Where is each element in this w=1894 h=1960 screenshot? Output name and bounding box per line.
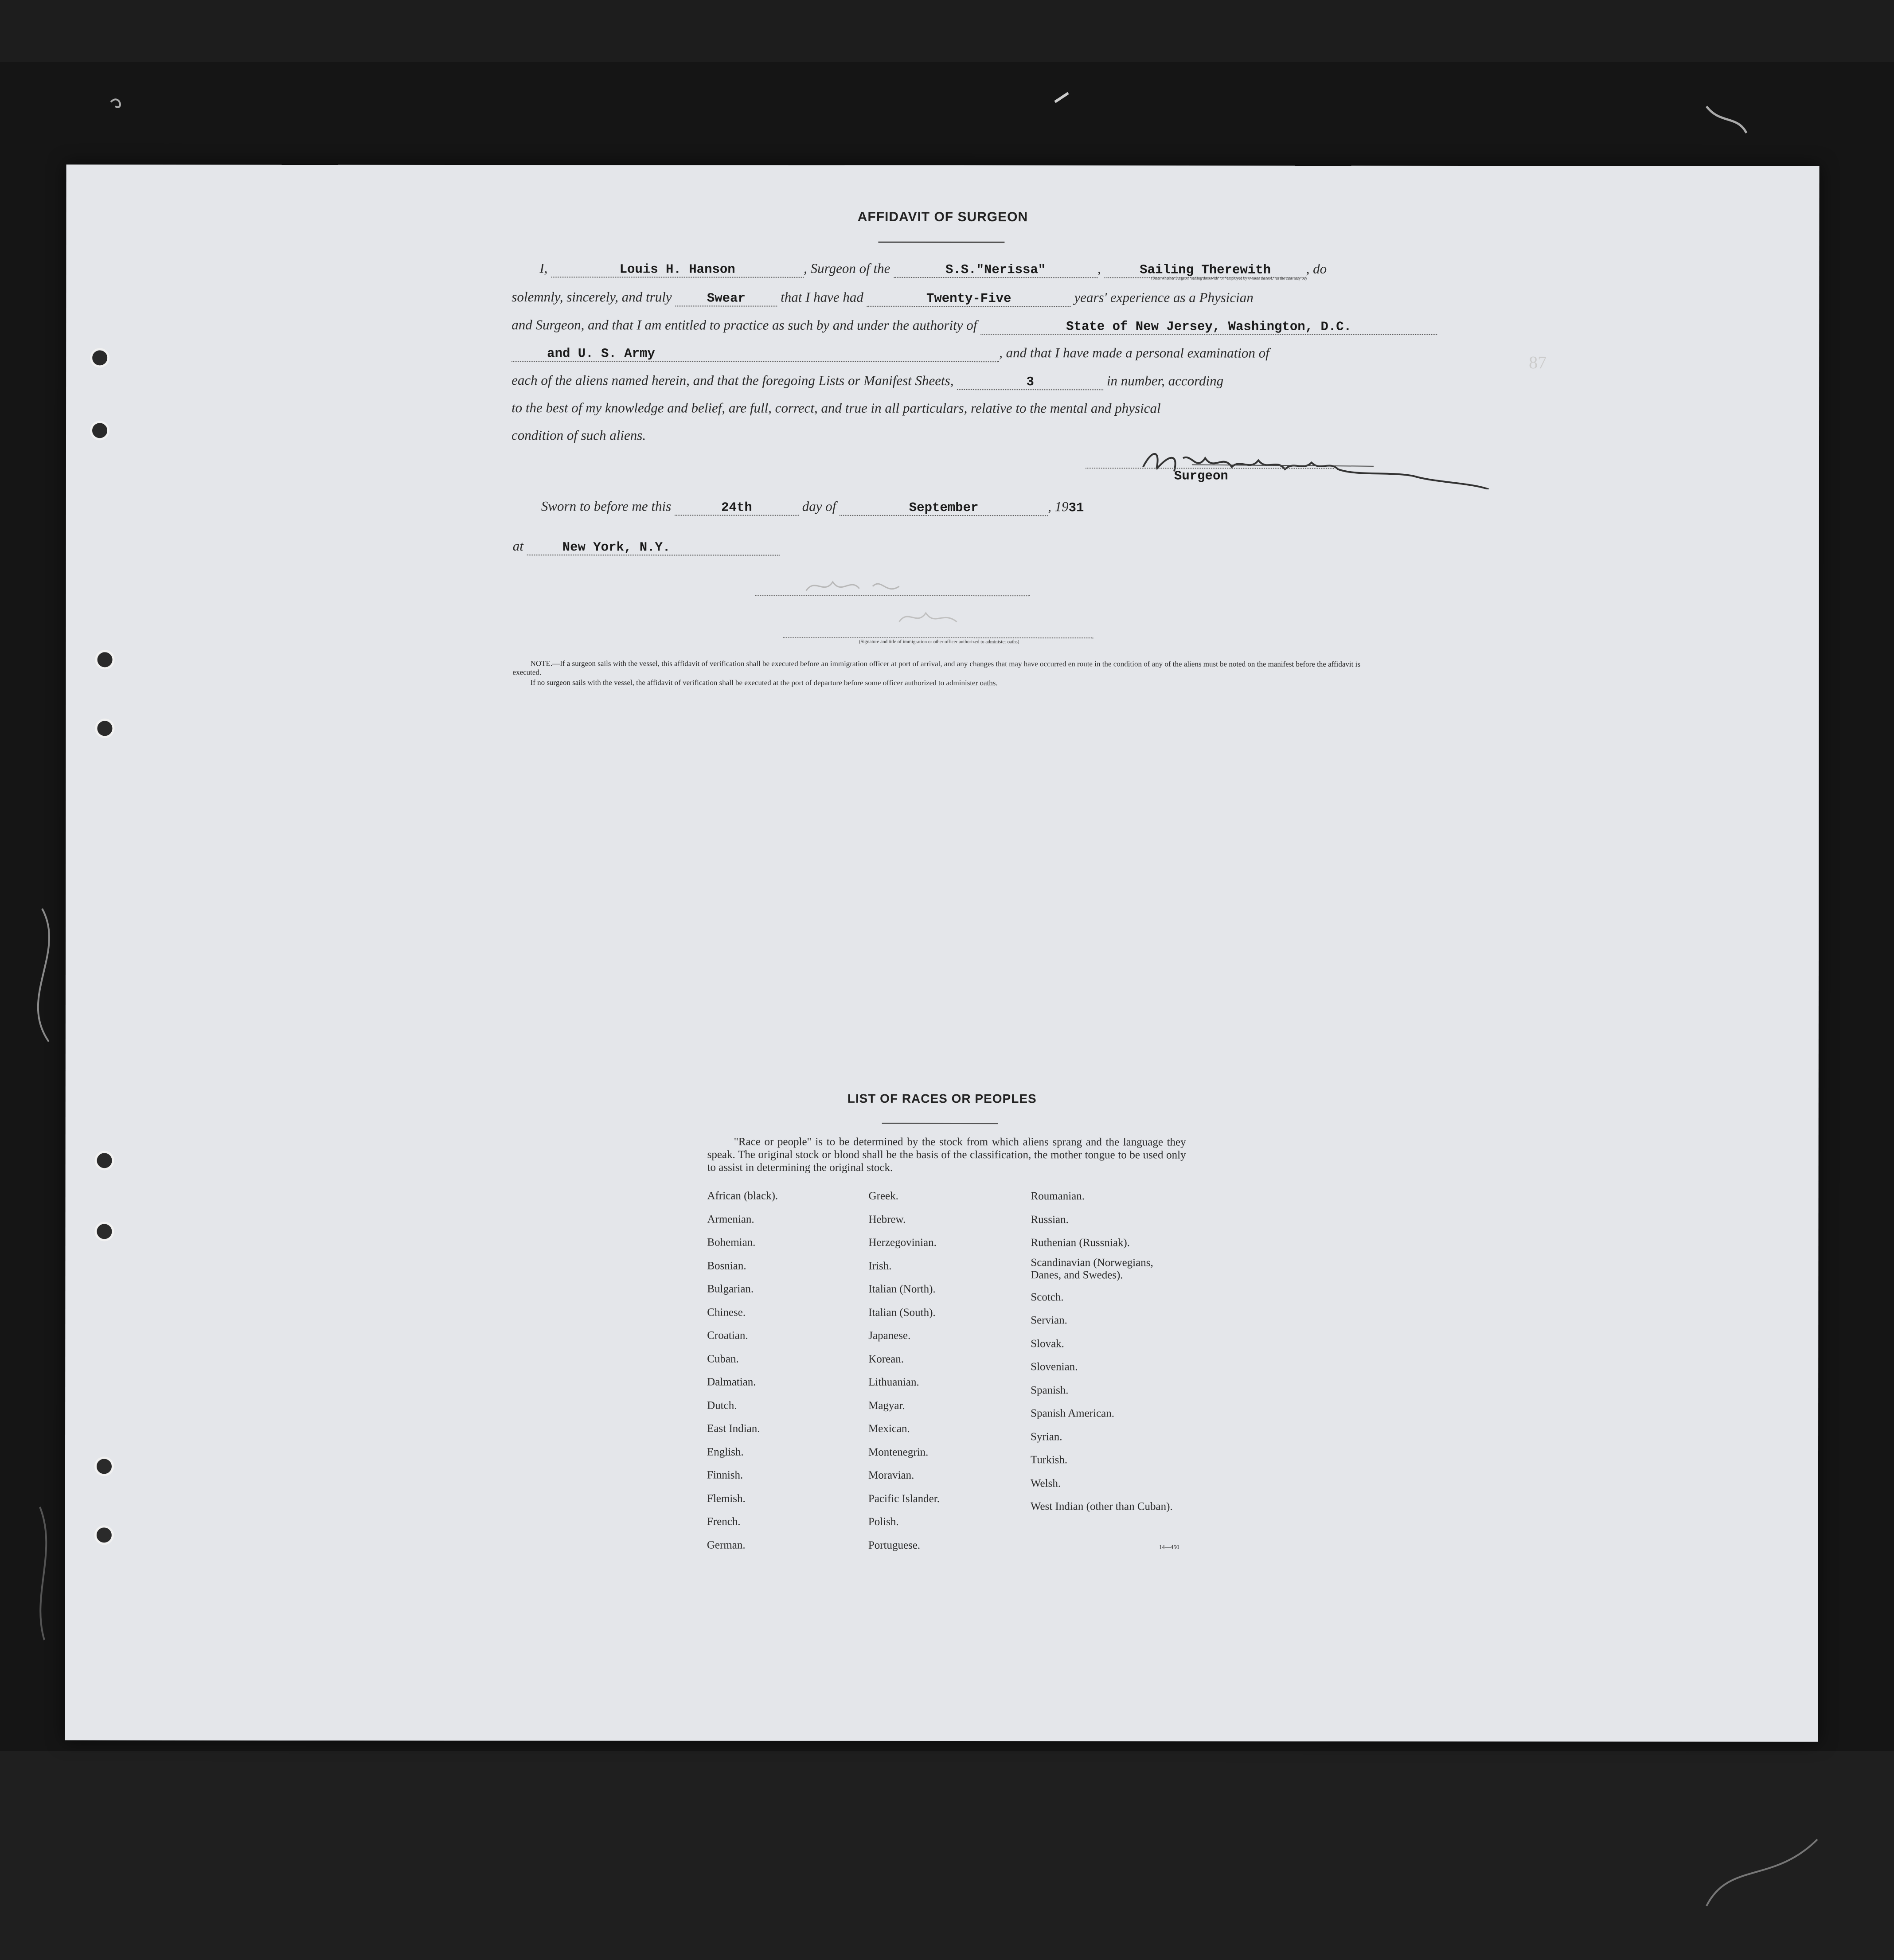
race-item: Bohemian. — [707, 1236, 756, 1249]
race-item: Turkish. — [1030, 1454, 1068, 1466]
race-item: Flemish. — [707, 1492, 746, 1505]
race-item: Scandinavian (Norwegians, Danes, and Swedes). — [1031, 1256, 1153, 1281]
race-item: Japanese. — [868, 1329, 911, 1342]
authority-field-1: State of New Jersey, Washington, D.C. — [980, 320, 1437, 335]
affidavit-line-2 — [512, 289, 1254, 307]
race-item: Finnish. — [707, 1469, 743, 1481]
place-field: New York, N.Y. — [527, 540, 780, 555]
race-item: Cuban. — [707, 1353, 739, 1365]
race-item: Bosnian. — [707, 1260, 746, 1272]
race-item: Hebrew. — [868, 1213, 906, 1226]
punch-hole — [94, 1456, 114, 1476]
text: at — [512, 538, 523, 554]
note-paragraph-1: NOTE.—If a surgeon sails with the vessel, this affidavit of verification shall be executed before an immigration officer at port of arrival, and any changes that may have occurred en route in the condition of any of the aliens must be noted on the manifest before the affidavit is executed. — [512, 659, 1360, 677]
affidavit-line-4 — [512, 344, 1269, 362]
officer-signature — [797, 569, 1063, 640]
race-item: Welsh. — [1030, 1477, 1061, 1489]
sworn-year: 31 — [1068, 500, 1084, 515]
sworn-line — [541, 498, 1084, 516]
title-underline — [878, 242, 1004, 243]
race-item: Spanish. — [1031, 1384, 1069, 1396]
text: , do — [1306, 261, 1327, 277]
punch-hole — [94, 1222, 114, 1241]
sailing-status-field: Sailing Therewith — [1105, 263, 1306, 278]
race-item: Russian. — [1031, 1213, 1069, 1226]
race-item: Mexican. — [868, 1422, 910, 1435]
race-item: Armenian. — [707, 1213, 754, 1226]
race-item: East Indian. — [707, 1422, 760, 1435]
race-item: Moravian. — [868, 1469, 914, 1481]
vessel-field: S.S."Nerissa" — [894, 263, 1097, 278]
races-column-3 — [1031, 1185, 1177, 1513]
sailing-status-note: (State whether Surgeon "sailing therewith" or "employed by owners thereof," as the case may be) — [1151, 276, 1307, 281]
punch-hole — [95, 1151, 114, 1170]
note-paragraph-2: If no surgeon sails with the vessel, the affidavit of verification shall be executed at the port of departure before some officer authorized to administer oaths. — [530, 678, 998, 687]
punch-hole — [95, 650, 115, 669]
punch-hole — [94, 1525, 114, 1545]
race-item: Scotch. — [1031, 1291, 1064, 1303]
text: I, — [539, 260, 548, 276]
text: , Surgeon of the — [804, 260, 890, 276]
text: day of — [802, 498, 836, 514]
text: each of the aliens named herein, and that the foregoing Lists or Manifest Sheets, — [512, 372, 954, 389]
punch-hole — [90, 421, 109, 440]
race-item: Slovak. — [1031, 1337, 1064, 1350]
race-item: Chinese. — [707, 1306, 746, 1319]
race-item: Magyar. — [868, 1399, 905, 1412]
authority-field-2: and U. S. Army — [512, 347, 999, 362]
race-item: Syrian. — [1031, 1430, 1062, 1443]
affidavit-line-6: to the best of my knowledge and belief, are full, correct, and true in all particulars, relative to the mental and physical — [512, 400, 1161, 416]
race-item: Irish. — [868, 1260, 892, 1272]
race-item: West Indian (other than Cuban). — [1030, 1500, 1173, 1513]
years-field: Twenty-Five — [867, 292, 1071, 307]
race-item: Herzegovinian. — [868, 1236, 937, 1249]
race-item: Italian (South). — [868, 1306, 936, 1319]
surgeon-name-field: Louis H. Hanson — [551, 262, 804, 277]
form-number: 14—450 — [1159, 1543, 1179, 1550]
race-item: Servian. — [1031, 1314, 1067, 1327]
race-item: Greek. — [868, 1190, 898, 1202]
race-item: Croatian. — [707, 1329, 748, 1342]
race-item: Spanish American. — [1031, 1407, 1114, 1420]
sworn-month-field: September — [840, 501, 1048, 516]
race-item: Bulgarian. — [707, 1283, 754, 1295]
race-item: Slovenian. — [1031, 1361, 1078, 1373]
sworn-day-field: 24th — [675, 500, 799, 515]
text: that I have had — [781, 289, 863, 305]
race-item: Dalmatian. — [707, 1376, 756, 1388]
officer-caption: (Signature and title of immigration or other officer authorized to administer oaths) — [859, 639, 1019, 645]
punch-hole — [90, 348, 109, 367]
affidavit-title: AFFIDAVIT OF SURGEON — [857, 209, 1028, 225]
race-item: German. — [707, 1539, 746, 1551]
affidavit-page — [65, 164, 1819, 1741]
race-item: Montenegrin. — [868, 1446, 929, 1458]
race-item: Polish. — [868, 1515, 899, 1528]
race-item: Lithuanian. — [868, 1376, 919, 1388]
text: and Surgeon, and that I am entitled to practice as such by and under the authority of — [512, 317, 977, 333]
races-column-1 — [707, 1185, 778, 1557]
races-column-2 — [868, 1185, 940, 1557]
race-item: Portuguese. — [868, 1539, 921, 1551]
place-line — [513, 538, 780, 555]
races-title-underline — [882, 1123, 998, 1124]
race-item: Pacific Islander. — [868, 1492, 940, 1505]
sheets-field: 3 — [957, 375, 1103, 390]
race-item: Ruthenian (Russniak). — [1031, 1237, 1130, 1249]
surgeon-label: Surgeon — [1174, 469, 1228, 484]
text: in number, according — [1106, 373, 1224, 389]
text: , — [1097, 261, 1101, 277]
punch-hole — [95, 718, 114, 738]
affidavit-line-3 — [512, 317, 1437, 335]
affidavit-line-5 — [512, 372, 1223, 390]
text: Sworn to before me this — [541, 498, 672, 514]
races-title: LIST OF RACES OR PEOPLES — [847, 1091, 1037, 1106]
page-number: 87 — [1529, 352, 1547, 373]
affidavit-line-7: condition of such aliens. — [512, 427, 646, 443]
race-item: Korean. — [868, 1353, 904, 1365]
race-item: English. — [707, 1446, 744, 1458]
text: , 19 — [1048, 499, 1069, 515]
oath-field: Swear — [675, 291, 777, 306]
text: , and that I have made a personal examination of — [999, 345, 1269, 361]
race-item: French. — [707, 1515, 741, 1528]
race-item: Italian (North). — [868, 1283, 936, 1295]
text: years' experience as a Physician — [1074, 289, 1254, 305]
race-item: Roumanian. — [1031, 1190, 1085, 1203]
race-item: Dutch. — [707, 1399, 737, 1412]
races-intro: "Race or people" is to be determined by the stock from which aliens sprang and the language they speak. The original stock or blood shall be the basis of the classification, the mother tongue to be used only to assist in determining the original stock. — [707, 1136, 1186, 1174]
race-item: African (black). — [707, 1190, 778, 1202]
text: solemnly, sincerely, and truly — [512, 289, 672, 305]
